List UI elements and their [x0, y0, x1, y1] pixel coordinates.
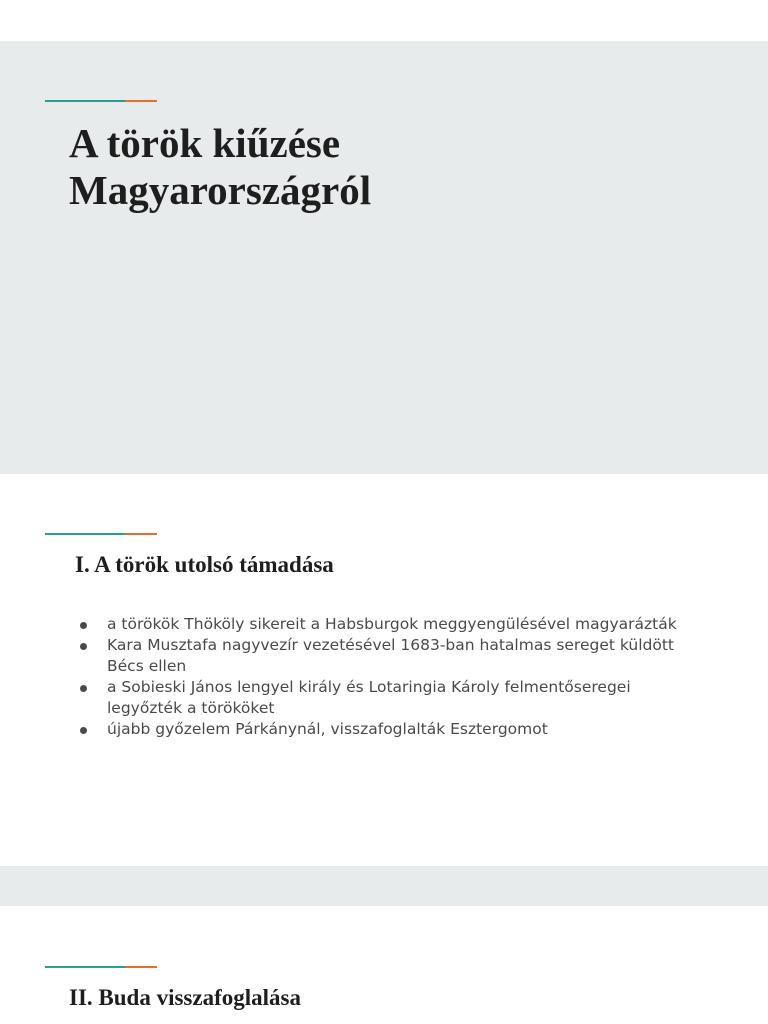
section1-accent-line — [45, 533, 157, 535]
bullet-item: a törökök Thököly sikereit a Habsburgok meggyengülésével magyarázták — [78, 614, 698, 635]
bullet-dot-icon — [80, 727, 87, 734]
title-accent-line — [45, 100, 157, 102]
section1-heading: I. A török utolsó támadása — [75, 552, 334, 577]
section2-accent-line — [45, 966, 157, 968]
bullet-item: a Sobieski János lengyel király és Lotaringia Károly felmentőseregei legyőzték a törököket — [78, 677, 698, 719]
bullet-item: újabb győzelem Párkánynál, visszafoglalták Esztergomot — [78, 719, 698, 740]
slide-divider — [0, 866, 768, 906]
bullet-dot-icon — [80, 685, 87, 692]
bullet-dot-icon — [80, 643, 87, 650]
presentation-title — [69, 120, 689, 214]
title-line-2: Magyarországról — [69, 167, 372, 213]
bullet-item: Kara Musztafa nagyvezír vezetésével 1683-ban hatalmas sereget küldött Bécs ellen — [78, 635, 698, 677]
section2-heading: II. Buda visszafoglalása — [69, 985, 301, 1010]
bullet-dot-icon — [80, 622, 87, 629]
section1-bullet-list — [78, 614, 698, 740]
title-slide — [0, 41, 768, 474]
title-line-1: A török kiűzése — [69, 120, 341, 166]
